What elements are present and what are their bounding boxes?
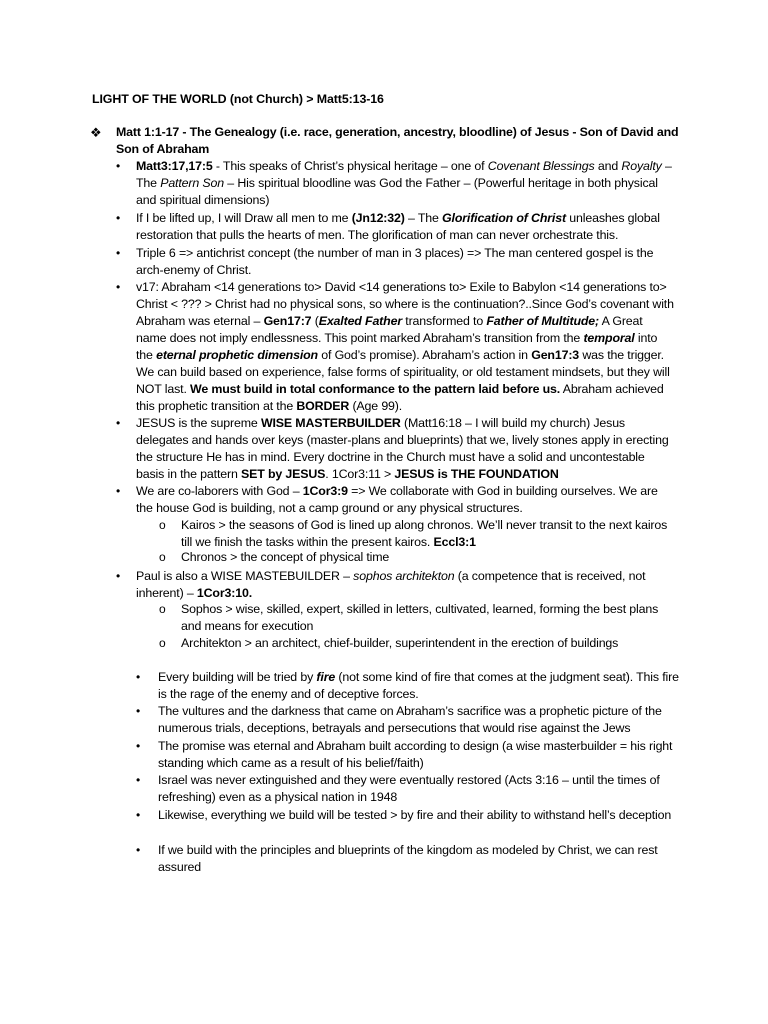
sub-list-item: o Sophos > wise, skilled, expert, skilled in letters, cultivated, learned, forming the best plans and means for execution xyxy=(159,602,659,633)
document-title: LIGHT OF THE WORLD (not Church) > Matt5:13-16 xyxy=(92,92,384,106)
bullet-icon: • xyxy=(136,670,141,684)
list-item: • v17: Abraham <14 generations to> David <14 generations to> Exile to Babylon <14 generations to> Christ < ??? > Christ had no physical sons, so where is the continuation?..Since God’s covenant with Abraham was eternal – Gen17:7 (Exalted Father transformed to Father of Multitude; A Great name does not imply endlessness. This point marked Abraham’s transition from the temporal into the eternal prophetic dimension of God’s promise). Abraham’s action in Gen17:3 was the trigger. We can build based on experience, false forms of spirituality, or old testament mindsets, but they will NOT last. We must build in total conformance to the pattern laid before us. Abraham achieved this prophetic transition at the BORDER (Age 99). xyxy=(116,280,674,413)
bullet-icon: • xyxy=(116,211,121,225)
diamond-bullet-icon: ❖ xyxy=(90,125,102,140)
circle-bullet-icon: o xyxy=(159,518,166,532)
bullet-icon: • xyxy=(116,484,121,498)
list-item: • Matt3:17,17:5 - This speaks of Christ’s physical heritage – one of Covenant Blessings and Royalty – The Pattern Son – His spiritual bloodline was God the Father – (Powerful heritage in both physical and spiritual dimensions) xyxy=(116,159,672,207)
list-item: • Every building will be tried by fire (not some kind of fire that comes at the judgment seat). This fire is the rage of the enemy and of deceptive forces. xyxy=(136,670,679,701)
list-item: • If I be lifted up, I will Draw all men to me (Jn12:32) – The Glorification of Christ unleashes global restoration that pulls the hearts of men. The glorification of man can never orchestrate this. xyxy=(116,211,660,242)
list-item: • The promise was eternal and Abraham built according to design (a wise masterbuilder = his right standing which came as a result of his belief/faith) xyxy=(136,739,673,770)
bullet-icon: • xyxy=(136,704,141,718)
sub-list-item: o Architekton > an architect, chief-builder, superintendent in the erection of buildings xyxy=(159,636,619,650)
bullet-icon: • xyxy=(136,808,141,822)
bullet-icon: • xyxy=(136,843,141,857)
circle-bullet-icon: o xyxy=(159,602,166,616)
list-item: • We are co-laborers with God – 1Cor3:9 => We collaborate with God in building ourselves. We are the house God is building, not a camp ground or any physical structures. xyxy=(116,484,658,515)
bullet-icon: • xyxy=(116,280,121,294)
list-item: • Paul is also a WISE MASTEBUILDER – sophos architekton (a competence that is received, not inherent) – 1Cor3:10. xyxy=(116,569,646,600)
list-item: • Triple 6 => antichrist concept (the number of man in 3 places) => The man centered gospel is the arch-enemy of Christ. xyxy=(116,246,654,277)
circle-bullet-icon: o xyxy=(159,636,166,650)
list-item: • JESUS is the supreme WISE MASTERBUILDER (Matt16:18 – I will build my church) Jesus delegates and hands over keys (master-plans and blueprints) that we, lively stones apply in erecting the structure He has in mind. Every doctrine in the Church must have a solid and uncontestable basis in the pattern SET by JESUS. 1Cor3:11 > JESUS is THE FOUNDATION xyxy=(116,416,669,481)
bullet-icon: • xyxy=(116,159,121,173)
sub-list-item: o Kairos > the seasons of God is lined up along chronos. We’ll never transit to the next kairos till we finish the tasks within the present kairos. Eccl3:1 xyxy=(159,518,668,549)
main-bullet-text: - The Genealogy (i.e. race, generation, ancestry, bloodline) of Jesus - Son of David and Son of Abraham xyxy=(116,125,679,156)
bullet-icon: • xyxy=(136,739,141,753)
bullet-icon: • xyxy=(116,246,121,260)
bullet-icon: • xyxy=(116,569,121,583)
list-item: • If we build with the principles and blueprints of the kingdom as modeled by Christ, we can rest assured xyxy=(136,843,658,874)
bullet-icon: • xyxy=(136,773,141,787)
circle-bullet-icon: o xyxy=(159,550,166,564)
list-item: • The vultures and the darkness that came on Abraham’s sacrifice was a prophetic picture of the numerous trials, deceptions, betrayals and persecutions that would rise against the Jews xyxy=(136,704,662,735)
list-item: • Likewise, everything we build will be tested > by fire and their ability to withstand hell’s deception xyxy=(136,808,672,822)
main-bullet xyxy=(92,124,692,158)
list-item: • Israel was never extinguished and they were eventually restored (Acts 3:16 – until the times of refreshing) even as a physical nation in 1948 xyxy=(136,773,660,804)
sub-list-item: o Chronos > the concept of physical time xyxy=(159,550,390,564)
main-bullet-ref: Matt 1:1-17 xyxy=(116,125,180,139)
bullet-icon: • xyxy=(116,416,121,430)
